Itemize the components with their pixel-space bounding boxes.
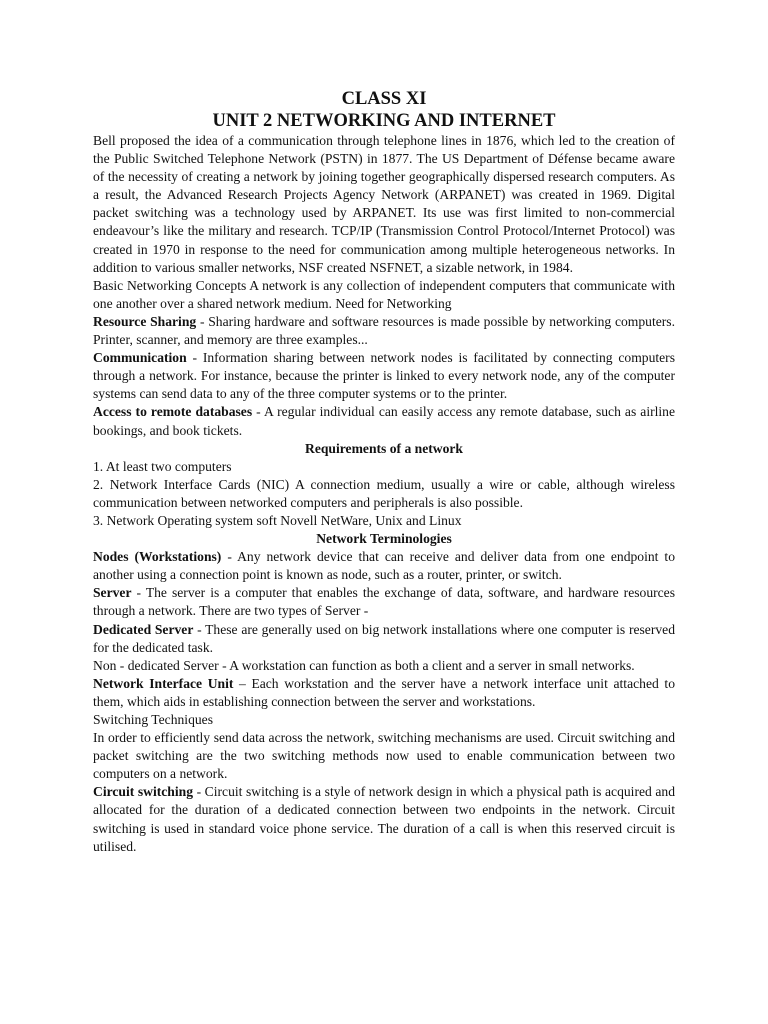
nodes-term: Nodes (Workstations)	[93, 549, 222, 565]
niu-paragraph	[93, 675, 675, 711]
niu-text: – Each workstation and the server have a network interface unit attached to them, which aids in establishing connection between the server and workstations.	[93, 675, 675, 709]
communication-text: - Information sharing between network nodes is facilitated by connecting computers through a network. For instance, because the printer is linked to every network node, any of the computer systems can send data to any of the three computer systems or to the printer.	[93, 350, 675, 402]
dedicated-server-text: - These are generally used on big network installations where one computer is reserved for the dedicated task.	[93, 621, 675, 655]
remote-db-paragraph	[93, 403, 675, 439]
intro-paragraph: Bell proposed the idea of a communication through telephone lines in 1876, which led to the creation of the Public Switched Telephone Network (PSTN) in 1877. The US Department of Défense became aware of the necessity of creating a network by joining together geographically dispersed research computers. As a result, the Advanced Research Projects Agency Network (ARPANET) was created in 1969. Digital packet switching was a technology used by ARPANET. Its use was first limited to non-commercial endeavour’s like the military and research. TCP/IP (Transmission Control Protocol/Internet Protocol) was created in 1970 in response to the need for communication among multiple heterogeneous networks. In addition to various smaller networks, NSF created NSFNET, a sizable network, in 1984.	[93, 133, 675, 275]
server-text: - The server is a computer that enables the exchange of data, software, and hardware resources through a network. There are two types of Server -	[93, 585, 675, 619]
nodes-text: - Any network device that can receive and deliver data from one endpoint to another using a connection point is known as node, such as a router, printer, or switch.	[93, 549, 675, 583]
dedicated-server-paragraph	[93, 621, 675, 657]
requirement-item: 1. At least two computers	[93, 458, 232, 474]
server-term: Server	[93, 585, 132, 601]
switching-heading: Switching Techniques	[93, 712, 213, 727]
niu-term: Network Interface Unit	[93, 675, 234, 691]
requirements-heading: Requirements of a network	[305, 440, 463, 456]
page-title-class: CLASS XI	[341, 89, 427, 109]
remote-db-term: Access to remote databases	[93, 404, 253, 420]
communication-term: Communication	[93, 350, 187, 366]
dedicated-server-term: Dedicated Server	[93, 621, 194, 637]
circuit-switching-paragraph	[93, 783, 675, 855]
circuit-switching-term: Circuit switching	[93, 784, 193, 800]
requirement-item: 3. Network Operating system soft Novell NetWare, Unix and Linux	[93, 512, 462, 528]
server-paragraph	[93, 584, 675, 620]
resource-sharing-text: - Sharing hardware and software resources is made possible by networking computers. Printer, scanner, and memory are three examples...	[93, 313, 676, 348]
nodes-paragraph	[93, 548, 675, 584]
circuit-switching-text: - Circuit switching is a style of network design in which a physical path is acquired and allocated for the duration of a dedicated connection between two endpoints in the network. Circuit switching is used in standard voice phone service. The duration of a call is when this reserved circuit is utilised.	[93, 784, 675, 854]
terminologies-heading: Network Terminologies	[316, 531, 452, 547]
document-page	[93, 88, 675, 856]
communication-paragraph	[93, 349, 675, 403]
switching-paragraph: In order to efficiently send data across the network, switching mechanisms are used. Circuit switching and packet switching are the two switching methods now used to enable communication between two computers on a network.	[93, 730, 675, 782]
basic-concepts-paragraph: Basic Networking Concepts A network is any collection of independent computers that communicate with one another over a shared network medium. Need for Networking	[93, 277, 675, 311]
non-dedicated-server-paragraph: Non - dedicated Server - A workstation can function as both a client and a server in small networks.	[93, 657, 635, 673]
requirement-item: 2. Network Interface Cards (NIC) A connection medium, usually a wire or cable, although wireless communication between networked computers and peripherals is also possible.	[93, 476, 675, 510]
resource-sharing-term: Resource Sharing	[93, 313, 197, 329]
page-title-unit: UNIT 2 NETWORKING AND INTERNET	[212, 111, 556, 131]
remote-db-text: - A regular individual can easily access any remote database, such as airline bookings, and book tickets.	[93, 404, 676, 438]
resource-sharing-paragraph	[93, 313, 675, 349]
